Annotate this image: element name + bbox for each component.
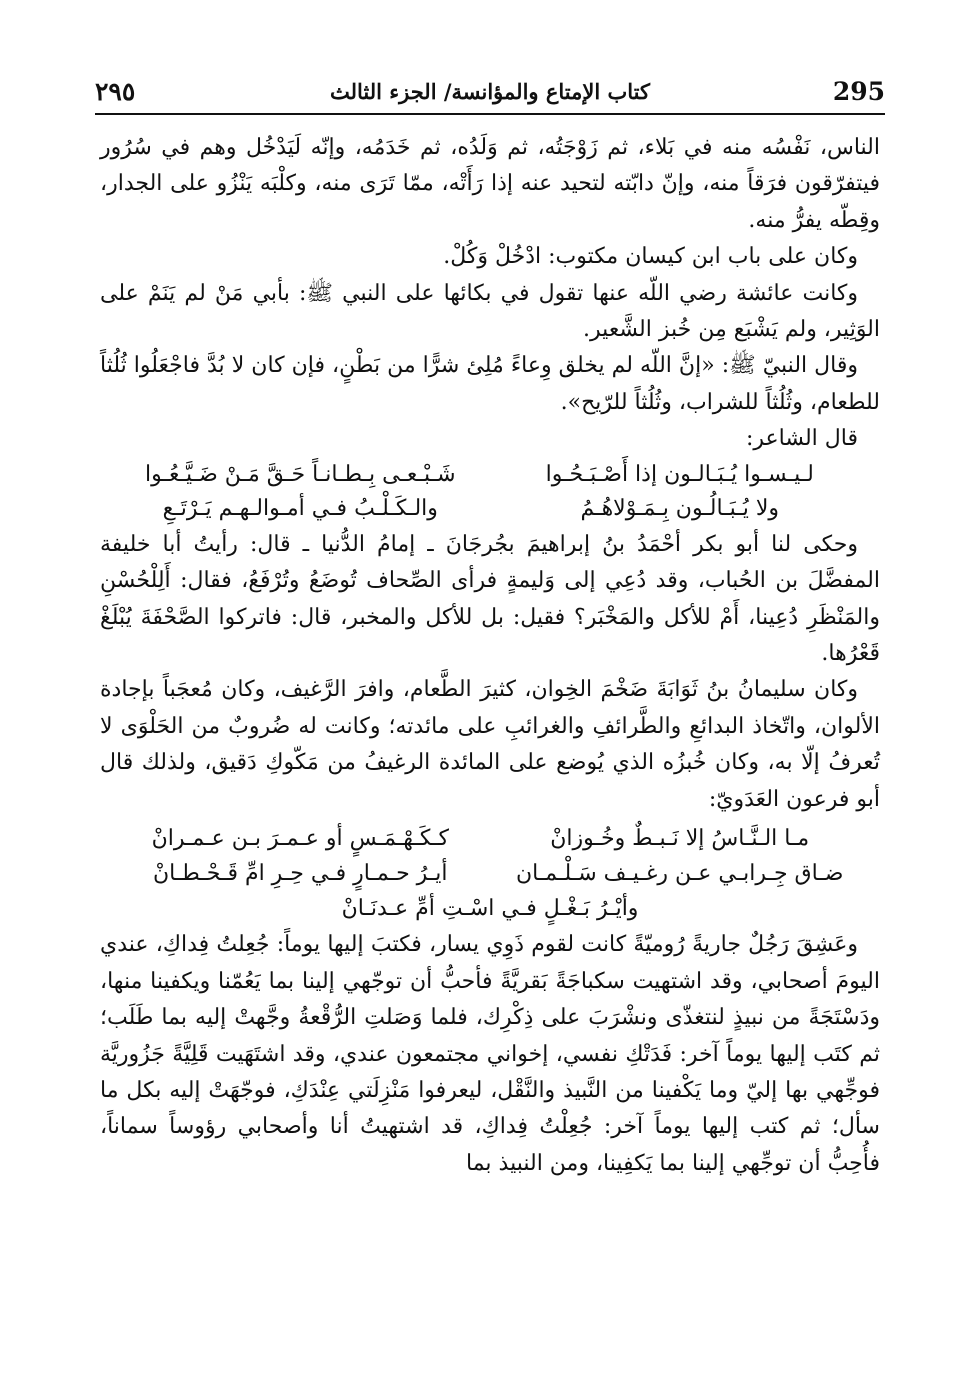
page-body [100,130,880,1182]
running-title: كتاب الإمتاع والمؤانسة/ الجزء الثالث [329,79,650,104]
verse-single-line: وأيْـرُ بَـغْـلٍ فـي اسْـتِ أمِّ عـدنَـانْ [341,896,639,922]
verse-first-hemistich: مـا الـنَّـاسُ إلا نَـبـطٌ وخُـوزانْ [550,826,810,852]
verse-line [100,857,880,892]
paragraph-1: الناس، نَفْسُه منه في بَلاء، ثم زَوْجَتُه، ثم وَلَدُه، ثم خَدَمُه، وإنّه لَيَدْخُل وهم في سُرُور فيتفرّقون فرَقاً منه، وإنّ دابّته لتحيد عنه إذا رَأَتْه، ممّا تَرَى منه، وكلْبَه يَنْزُو على الجدار، وقِطّه يفرُّ منه. [100,135,880,233]
page-number-latin: 295 [832,77,885,106]
verse-first-hemistich: لـيـسـوا يُـبَـالـون إذا أَصْـبَـحُـوا [545,461,814,487]
verse-line [100,492,880,527]
page-header [95,75,885,115]
paragraph-4: وقال النبيّ ﷺ: «إنَّ اللّه لم يخلق وِعاءً مُلِئ شرًّا من بَطْنٍ، فإن كان لا بُدَّ فاجْعَلُوا ثُلُثاً للطعام، وثُلُثاً للشراب، وثُلُثاً للرّيح». [100,353,880,415]
verse-line [100,458,880,493]
paragraph-3: وكانت عائشة رضي اللّه عنها تقول في بكائها على النبي ﷺ: بأبي مَنْ لم يَنَمْ على الوَثِير، ولم يَشْبَع مِن خُبز الشَّعير. [100,280,880,343]
page-number-arabic: ٢٩٥ [95,77,136,106]
verse-second-hemistich: والـكَـلْـبُ فـي أمـوالـهـم يَـرْتَـعِ [162,496,438,522]
verse-line [100,822,880,857]
verse-first-hemistich: ضـاق جِـرابـي عـن رغـيـف سَـلْـمـان [516,860,844,886]
paragraph-6: وكان سليمانُ بنُ ثَوَابَةَ ضَخْمَ الخِوان، كثيرَ الطَّعام، وافرَ الرَّغيف، وكان مُعجَباً بإجادة الألوان، واتّخاذ البدائعِ والطَّرائفِ والغرائبِ على مائدته؛ وكانت له ضُروبٌ من الحَلْوَى لا تُعرفُ إلّا به، وكان خُبزُه الذي يُوضع على المائدة الرغيفُ من مَكّوكِ دَقيق، ولذلك قال أبو فرعون العَدَويّ: [100,677,880,812]
paragraph-5: وحكى لنا أبو بكر أحْمَدُ بنُ إبراهيمَ بجُرجَانَ ـ إمامُ الدُّنيا ـ قال: رأيتُ أبا خليفة المفضَّلَ بن الحُباب، وقد دُعِي إلى وَليمةٍ فرأى الصِّحاف تُوضَعُ وتُرْفَعُ، فقال: أَلِلْحُسْنِ والمَنْظَرِ دُعِينا، أَمْ للأكل والمَخْبَر؟ فقيل: بل للأكل والمخبر، قال: فاتركوا الصَّحْفَةَ يُبْلَغْ قَعْرُها. [100,531,880,667]
verse-second-hemistich: كـكَـهْـمَـسٍ أو عـمـرَ بـن عـمـرانْ [151,826,449,852]
paragraph-2: وكان على باب ابن كيسان مكتوب: ادْخُلْ وَكُلْ. [443,244,858,270]
verse-second-hemistich: أيـرُ حـمـارٍ فـي حِـرِ امِّ قَـحْـطـانْ [153,860,448,886]
verse-first-hemistich: ولا يُـبَـالُـون بِـمَـوْلاهُـمُ [580,496,779,522]
verse-second-hemistich: شَـبْـعـى بِـطـانـاً حَـقَّ مَـنْ ضَـيَّـعُـوا [145,461,456,487]
paragraph-7: وعَشِقَ رَجُلٌ جاريةً رُوميّةً كانت لقوم ذَوِي يسار، فكتبَ إليها يوماً: جُعِلتُ فِداكِ، عندي اليومَ أصحابي، وقد اشتهيت سكباجَةً بَقريَّةً فأحبُّ أن توجّهي إلينا بما يَعُمّنا ويكفينا منها، ودَسْتَجَةً من نبيذٍ لنتغذّى ونشْرَبَ على ذِكْرِك، فلما وَصَلتِ الرُّقْعةُ وجَّهتْ إليه بما طَلَب؛ ثم كتَب إليها يوماً آخر: فَدَتْكِ نفسي، إخواني مجتمعون عندي، وقد اشتَهَيت قَلِيَّةً جَزُوريَّة فوجِّهي بها إليّ وما يَكْفينا من النَّبيذ والنَّقْل، ليعرفوا مَنْزِلَتي عِنْدَكِ، فوجّهَتْ إليه بكل ما سأل؛ ثم كتب إليها يوماً آخر: جُعِلْتُ فِداكِ، قد اشتهيتُ أنا وأصحابي رؤوساً سماناً، فأُحِبُّ أن توجِّهي إلينا بما يَكفِينا، ومن النبيذ بما [100,932,880,1176]
poet-intro: قال الشاعر: [745,426,858,452]
